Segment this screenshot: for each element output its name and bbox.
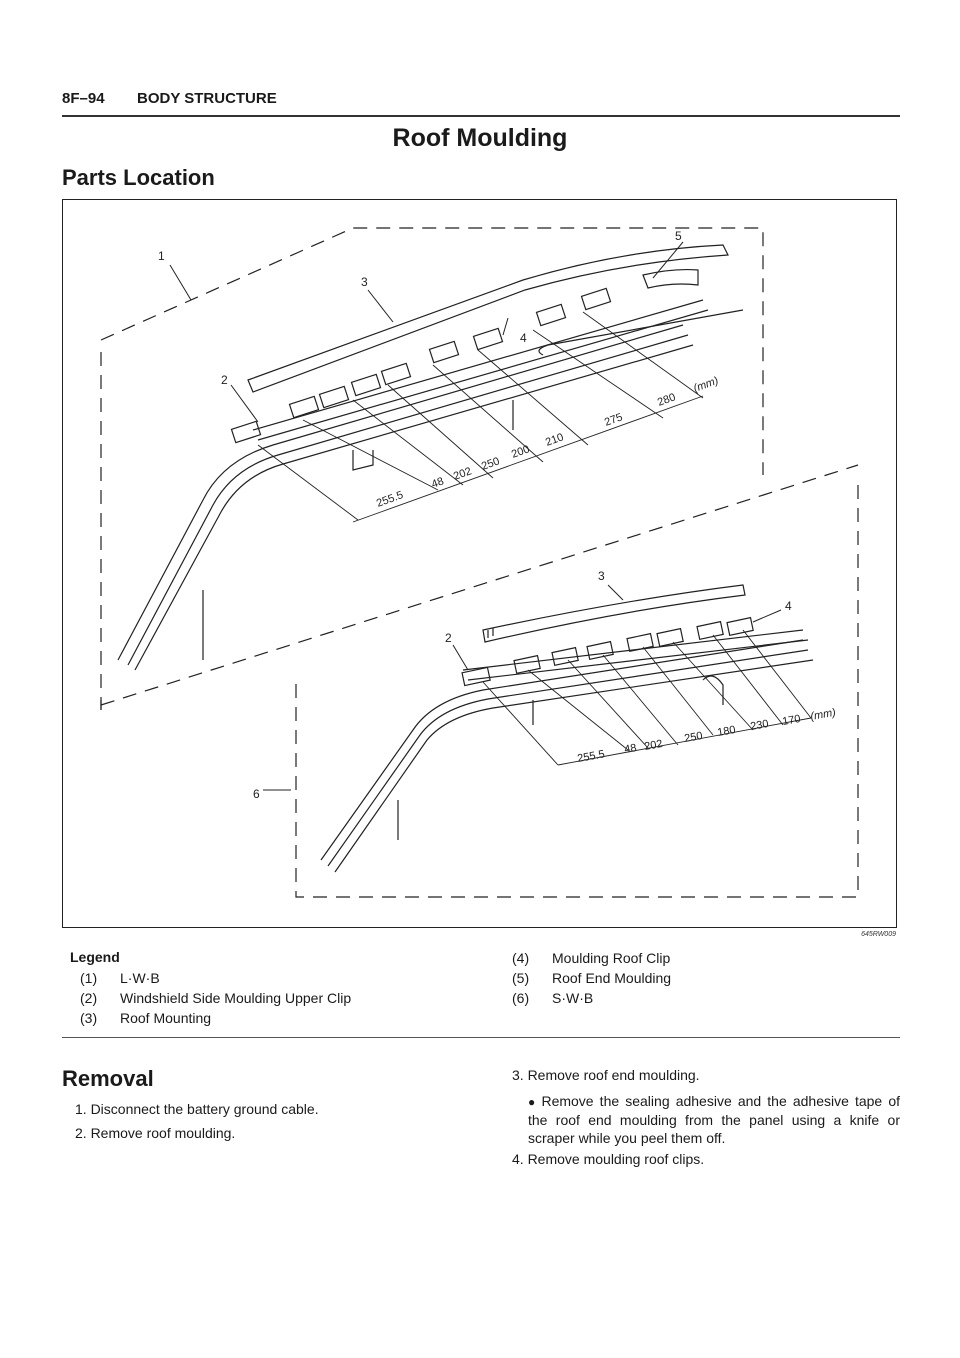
lwb-dimension-leaders <box>258 312 703 522</box>
roof-moulding-diagram <box>63 200 898 929</box>
dim-top-3: 250 <box>479 455 502 473</box>
bullet-text: Remove the sealing adhesive and the adhesive tape of the roof end moulding from the panel using a knife or scraper while you peel them off. <box>528 1093 900 1146</box>
dim-top-0: 255.5 <box>374 489 405 510</box>
callout-leaders <box>170 242 781 790</box>
callout-3-top: 3 <box>361 275 368 289</box>
lwb-roof-end-moulding <box>643 270 698 288</box>
legend-item <box>80 968 351 988</box>
section-subtitle: Parts Location <box>62 165 215 190</box>
dim-top-2: 202 <box>451 465 474 483</box>
dim-bottom-0: 255.5 <box>576 748 606 765</box>
dim-bottom-unit: (mm) <box>809 706 837 723</box>
lwb-pillar <box>118 325 693 670</box>
dim-bottom-5: 230 <box>749 717 770 733</box>
callout-2-bottom: 2 <box>445 631 452 645</box>
swb-roof-moulding <box>483 585 745 642</box>
page-title: Roof Moulding <box>392 124 568 152</box>
swb-door-frame <box>398 676 723 840</box>
callout-1: 1 <box>158 249 165 263</box>
legend-num: (2) <box>80 990 98 1006</box>
lwb-dashed-boundary <box>101 228 763 710</box>
swb-pillar <box>321 640 813 872</box>
page-header-code: 8F–94 <box>62 90 105 107</box>
dim-bottom-4: 180 <box>716 723 737 739</box>
legend-item <box>512 948 671 968</box>
dim-top-unit: (mm) <box>691 374 721 395</box>
dim-top-7: 280 <box>655 391 678 409</box>
callout-6: 6 <box>253 787 260 801</box>
parts-location-figure <box>62 199 897 928</box>
legend-column-left <box>80 968 351 1028</box>
legend-label: L·W·B <box>120 970 160 986</box>
legend-item <box>512 968 671 988</box>
dim-bottom-6: 170 <box>781 712 802 728</box>
legend-num: (1) <box>80 970 98 986</box>
legend-label: S·W·B <box>552 990 594 1006</box>
legend-label: Windshield Side Moulding Upper Clip <box>120 990 352 1006</box>
legend-item <box>512 988 671 1008</box>
removal-step-4: 4. Remove moulding roof clips. <box>512 1151 705 1167</box>
legend-num: (5) <box>512 970 530 986</box>
swb-dashed-boundary <box>101 465 858 897</box>
dim-bottom-2: 202 <box>643 737 664 753</box>
lwb-roof-moulding <box>248 245 728 392</box>
legend-num: (6) <box>512 990 530 1006</box>
legend-label: Roof Mounting <box>120 1010 212 1026</box>
callout-3-bottom: 3 <box>598 569 605 583</box>
dim-bottom-3: 250 <box>683 729 704 745</box>
legend-label: Moulding Roof Clip <box>552 950 671 966</box>
legend-num: (3) <box>80 1010 98 1026</box>
legend-item <box>80 1008 351 1028</box>
dim-bottom-1: 48 <box>623 742 638 756</box>
dim-top-6: 275 <box>602 411 625 429</box>
section-divider <box>62 1037 900 1038</box>
legend-item <box>80 988 351 1008</box>
removal-step-1: 1. Disconnect the battery ground cable. <box>75 1101 319 1117</box>
bullet-icon: ● <box>528 1095 538 1109</box>
removal-step-3-bullet <box>528 1092 900 1147</box>
dim-top-4: 200 <box>509 443 532 461</box>
callout-2-top: 2 <box>221 373 228 387</box>
header-rule <box>62 115 900 117</box>
dim-top-1: 48 <box>429 475 446 491</box>
legend-num: (4) <box>512 950 530 966</box>
removal-heading: Removal <box>62 1066 154 1091</box>
callout-4-bottom: 4 <box>785 599 792 613</box>
removal-step-3: 3. Remove roof end moulding. <box>512 1067 700 1083</box>
figure-code: 645RW009 <box>861 931 896 938</box>
legend-title: Legend <box>70 949 120 965</box>
callout-4-top: 4 <box>520 331 527 345</box>
legend-column-right <box>512 948 671 1008</box>
callout-5: 5 <box>675 229 682 243</box>
legend-label: Roof End Moulding <box>552 970 672 986</box>
lwb-door-frame <box>203 310 743 660</box>
removal-step-2: 2. Remove roof moulding. <box>75 1125 236 1141</box>
dim-top-5: 210 <box>543 431 566 449</box>
swb-roof-rail <box>463 630 808 680</box>
page-header-section: BODY STRUCTURE <box>137 90 277 107</box>
